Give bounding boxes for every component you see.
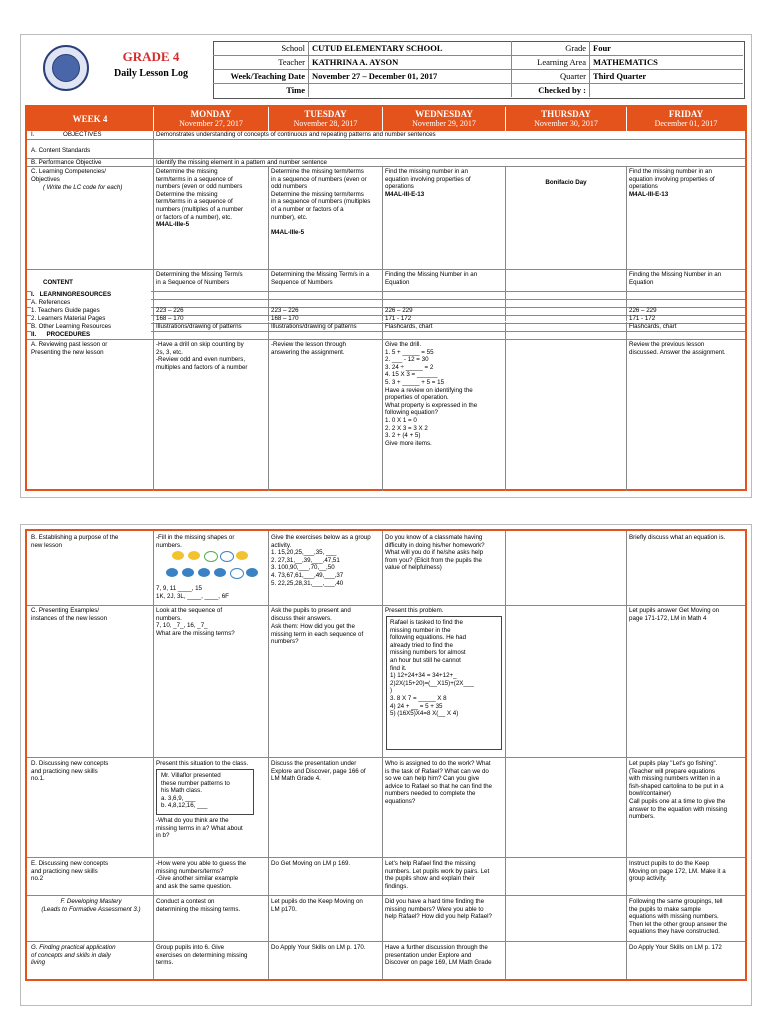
resources-number: I. LEARNINGRESOURCES xyxy=(31,291,151,299)
objectives-label: OBJECTIVES xyxy=(63,131,102,138)
school-label: School xyxy=(281,43,305,53)
reviewing-label: A. Reviewing past lesson or Presenting the new lesson xyxy=(31,341,108,356)
presenting-examples-monday: Look at the sequence of numbers. 7, 10, _7_, 16, _7_ What are the missing terms? xyxy=(156,607,235,637)
number-sequence-2: 1K, 2J, 3L, ____, ____, 6F xyxy=(156,593,229,600)
performance-objective-label: B. Performance Objective xyxy=(31,159,102,166)
oval-icon xyxy=(214,568,226,577)
discussing-concepts-2-tuesday: Do Get Moving on LM p 169. xyxy=(271,860,351,867)
number-sequence-1: 7, 9, 11 ____, 15 xyxy=(156,585,202,592)
reviewing-tuesday: -Review the lesson through answering the assignment. xyxy=(271,341,346,356)
heart-icon xyxy=(166,568,178,577)
discussing-concepts-1-tuesday: Discuss the presentation under Explore and Discover, page 166 of LM Math Grade 4. xyxy=(271,760,366,783)
discussing-concepts-1-monday-question: -What do you think are the missing terms in a? What about in b? xyxy=(156,817,243,840)
discussing-concepts-2-friday: Instruct pupils to do the Keep Moving on page 172, LM. Make it a group activity. xyxy=(629,860,726,883)
establishing-purpose-tuesday: Give the exercises below as a group activity. 1. 15,20,25,___,35, ___ 2. 27,31,__,39,___,47,51 3. 100,90,___,70,__,50 4. 73,67,61,___,49,___,37 5. 22,25,28,31,___,___,40 xyxy=(271,534,371,587)
grade-label: Grade xyxy=(565,43,586,53)
oval-icon xyxy=(204,551,218,562)
discussing-concepts-1-wednesday: Who is assigned to do the work? What is the task of Rafael? What can we do so we can help him? Can you give advice to Rafael so that he can find the numbers needed to complete the equations? xyxy=(385,760,492,805)
other-resources-wednesday: Flashcards, chart xyxy=(385,323,433,330)
villaflor-pattern-text: Mr. Villaflor presented these number patterns to his Math class. a. 3,6,9, ___ b. 4,8,12,16, ___ xyxy=(161,772,230,810)
heart-icon xyxy=(182,568,194,577)
establishing-purpose-label: B. Establishing a purpose of the new lesson xyxy=(31,534,119,549)
competencies-monday: Determine the missing term/terms in a sequence of numbers (even or odd numbers Determine the missing term/terms in a sequence of numbers (multiples of a number or factors of a number), etc. xyxy=(156,168,244,221)
oval-icon xyxy=(246,568,258,577)
performance-objective-text: Identify the missing element in a pattern and number sentence xyxy=(156,159,327,166)
reviewing-wednesday: Give the drill. 1. 5 + _____ = 55 2. ___ - 12 = 30 3. 24 ÷ _____ = 2 4. 15 X 3 = ______ 5. 3 + _____ + 5 = 15 Have a review on identifying the properties of operation. What property is expressed in the following equation? 1. 0 X 1 = 0 2. 2 X 3 = 3 X 2 3. 2 + (4 + 5) Give more items. xyxy=(385,341,478,447)
learners-material-wednesday: 171 - 172 xyxy=(385,315,412,322)
practical-application-tuesday: Do Apply Your Skills on LM p. 170. xyxy=(271,944,366,951)
content-label: CONTENT xyxy=(43,279,73,286)
procedures-label: II. PROCEDURES xyxy=(31,331,151,339)
practical-application-monday: Group pupils into 6. Give exercises on determining missing terms. xyxy=(156,944,248,967)
wednesday-header: WEDNESDAY November 29, 2017 xyxy=(383,107,505,131)
competencies-friday: Find the missing number in an equation involving properties of operations xyxy=(629,168,715,191)
week-label: Week/Teaching Date xyxy=(230,71,305,81)
teachers-guide-label: 1. Teachers Guide pages xyxy=(31,307,151,315)
deped-seal-logo xyxy=(43,45,89,91)
oval-icon xyxy=(230,568,244,579)
competencies-note: ( Write the LC code for each) xyxy=(43,184,123,191)
learners-material-label: 2. Learners Material Pages xyxy=(31,315,151,323)
objectives-text: Demonstrates understanding of concepts of continuous and repeating patterns and number sentences xyxy=(156,131,436,138)
checked-by-label: Checked by : xyxy=(538,85,586,95)
teachers-guide-wednesday: 226 – 229 xyxy=(385,307,413,314)
oval-icon xyxy=(220,551,234,562)
references-label: A. References xyxy=(31,299,151,307)
teacher-value: KATHRINA A. AYSON xyxy=(312,57,399,67)
lesson-log-page-1 xyxy=(20,34,752,498)
week-value: November 27 – December 01, 2017 xyxy=(312,71,438,81)
establishing-purpose-wednesday: Do you know of a classmate having difficulty in doing his/her homework? What will you do if he/she asks help from you? (Elicit from the pupils the value of helpfulness) xyxy=(385,534,485,572)
tuesday-header: TUESDAY November 28, 2017 xyxy=(269,107,382,131)
establishing-purpose-monday: -Fill in the missing shapes or numbers. xyxy=(156,534,235,549)
presenting-examples-tuesday: Ask the pupils to present and discuss their answers. xyxy=(271,607,351,622)
presenting-examples-label: C. Presenting Examples/ instances of the new lesson xyxy=(31,607,108,622)
learners-material-monday: 168 – 170 xyxy=(156,315,184,322)
quarter-value: Third Quarter xyxy=(593,71,647,81)
reviewing-friday: Review the previous lesson discussed. Answer the assignment. xyxy=(629,341,726,356)
smiley-icon xyxy=(172,551,184,560)
smiley-icon xyxy=(188,551,200,560)
learners-material-tuesday: 168 – 170 xyxy=(271,315,299,322)
competencies-wednesday-code: M4AL-III-E-13 xyxy=(385,191,425,198)
competencies-wednesday: Find the missing number in an equation involving properties of operations xyxy=(385,168,471,191)
learners-material-friday: 171 - 172 xyxy=(629,315,656,322)
daily-lesson-log-title: Daily Lesson Log xyxy=(114,68,188,79)
discussing-concepts-1-label: D. Discussing new concepts and practicing new skills no.1. xyxy=(31,760,109,783)
competencies-tuesday-code: M4AL-IIIe-5 xyxy=(271,229,305,236)
week-header: WEEK 4 xyxy=(27,107,153,131)
developing-mastery-friday: Following the same groupings, tell the pupils to make sample equations with missing numbers. Then let the other group answer the equations they have constructed. xyxy=(629,898,728,936)
grade-title: GRADE 4 xyxy=(122,49,180,64)
school-value: CUTUD ELEMENTARY SCHOOL xyxy=(312,43,443,53)
content-standards-label: A. Content Standards xyxy=(31,147,91,154)
learning-area-value: MATHEMATICS xyxy=(593,57,658,67)
developing-mastery-monday: Conduct a contest on determining the missing terms. xyxy=(156,898,241,913)
competencies-tuesday: Determine the missing term/terms in a sequence of numbers (even or odd numbers Determine the missing term/terms in a sequence of numbers (multiples of a number or factors of a number), etc. xyxy=(271,168,371,221)
content-friday: Finding the Missing Number in an Equation xyxy=(629,271,722,286)
developing-mastery-label: F. Developing Mastery (Leads to Formative Assessment 3.) xyxy=(41,898,141,913)
teachers-guide-monday: 223 – 226 xyxy=(156,307,184,314)
competencies-monday-code: M4AL-IIIe-5 xyxy=(156,221,190,228)
discussing-concepts-2-label: E. Discussing new concepts and practicing new skills no.2 xyxy=(31,860,109,883)
other-resources-friday: Flashcards, chart xyxy=(629,323,677,330)
discussing-concepts-1-monday: Present this situation to the class. xyxy=(156,760,249,767)
grade-value: Four xyxy=(593,43,611,53)
competencies-label: C. Learning Competencies/ Objectives xyxy=(31,168,106,183)
objectives-number: I. xyxy=(31,131,35,138)
discussing-concepts-2-monday: -How were you able to guess the missing numbers/terms? -Give another similar example and ask the same question. xyxy=(156,860,247,890)
developing-mastery-tuesday: Let pupils do the Keep Moving on LM p170. xyxy=(271,898,363,913)
practical-application-wednesday: Have a further discussion through the presentation under Explore and Discover on page 169, LM Math Grade xyxy=(385,944,492,967)
competencies-friday-code: M4AL-III-E-13 xyxy=(629,191,669,198)
shape-pattern-illustration xyxy=(166,551,266,581)
developing-mastery-wednesday: Did you have a hard time finding the missing numbers? Were you able to help Rafael? How did you help Rafael? xyxy=(385,898,492,921)
competencies-thursday: Bonifacio Day xyxy=(545,179,587,186)
lesson-log-page-2 xyxy=(20,524,752,1006)
monday-header: MONDAY November 27, 2017 xyxy=(154,107,268,131)
quarter-label: Quarter xyxy=(560,71,586,81)
other-resources-monday: Illustrations/drawing of patterns xyxy=(156,323,242,330)
presenting-examples-tuesday-question: Ask them: How did you get the missing term in each sequence of numbers? xyxy=(271,623,364,646)
time-label: Time xyxy=(286,85,305,95)
oval-icon xyxy=(198,568,210,577)
practical-application-label: G. Finding practical application of concepts and skills in daily living xyxy=(31,944,116,967)
content-wednesday: Finding the Missing Number in an Equation xyxy=(385,271,478,286)
discussing-concepts-2-wednesday: Let's help Rafael find the missing numbers. Let pupils work by pairs. Let the pupils show and explain their findings. xyxy=(385,860,490,890)
smiley-icon xyxy=(236,551,248,560)
teacher-label: Teacher xyxy=(278,57,305,67)
content-monday: Determining the Missing Term/s in a Sequence of Numbers xyxy=(156,271,243,286)
reviewing-monday: -Have a drill on skip counting by 2s, 3, etc. -Review odd and even numbers, multiples and factors of a number xyxy=(156,341,248,371)
friday-header: FRIDAY December 01, 2017 xyxy=(627,107,745,131)
thursday-header: THURSDAY November 30, 2017 xyxy=(506,107,626,131)
teachers-guide-tuesday: 223 – 226 xyxy=(271,307,299,314)
other-resources-tuesday: Illustrations/drawing of patterns xyxy=(271,323,357,330)
content-tuesday: Determining the Missing Term/s in a Sequence of Numbers xyxy=(271,271,370,286)
rafael-problem-text: Rafael is tasked to find the missing number in the following equations. He had already tried to find the missing numbers for almost an hour but still he cannot find it. 1) 12+24+34 = 34+12+_ 2)2X(15+20)=(__X15)+(2X___ ) 3. 8 X 7 = _____ X 8 4) 24 + __ = 5 + 35 5) (16X5)X4=8 X(__ X 4) xyxy=(390,619,474,718)
learning-area-label: Learning Area xyxy=(537,57,586,67)
other-resources-label: B. Other Learning Resources xyxy=(31,323,151,331)
presenting-examples-friday: Let pupils answer Get Moving on page 171-172, LM in Math 4 xyxy=(629,607,720,622)
discussing-concepts-1-friday: Let pupils play "Let's go fishing". (Teacher will prepare equations with missing numbers written in a fish-shaped cartolina to be put in a bowl/container) Call pupils one at a time to give the answer to the equation with missing numbers. xyxy=(629,760,728,821)
presenting-examples-wednesday: Present this problem. xyxy=(385,607,444,614)
establishing-purpose-friday: Briefly discuss what an equation is. xyxy=(629,534,726,541)
practical-application-friday: Do Apply Your Skills on LM p. 172 xyxy=(629,944,722,951)
teachers-guide-friday: 226 – 229 xyxy=(629,307,657,314)
